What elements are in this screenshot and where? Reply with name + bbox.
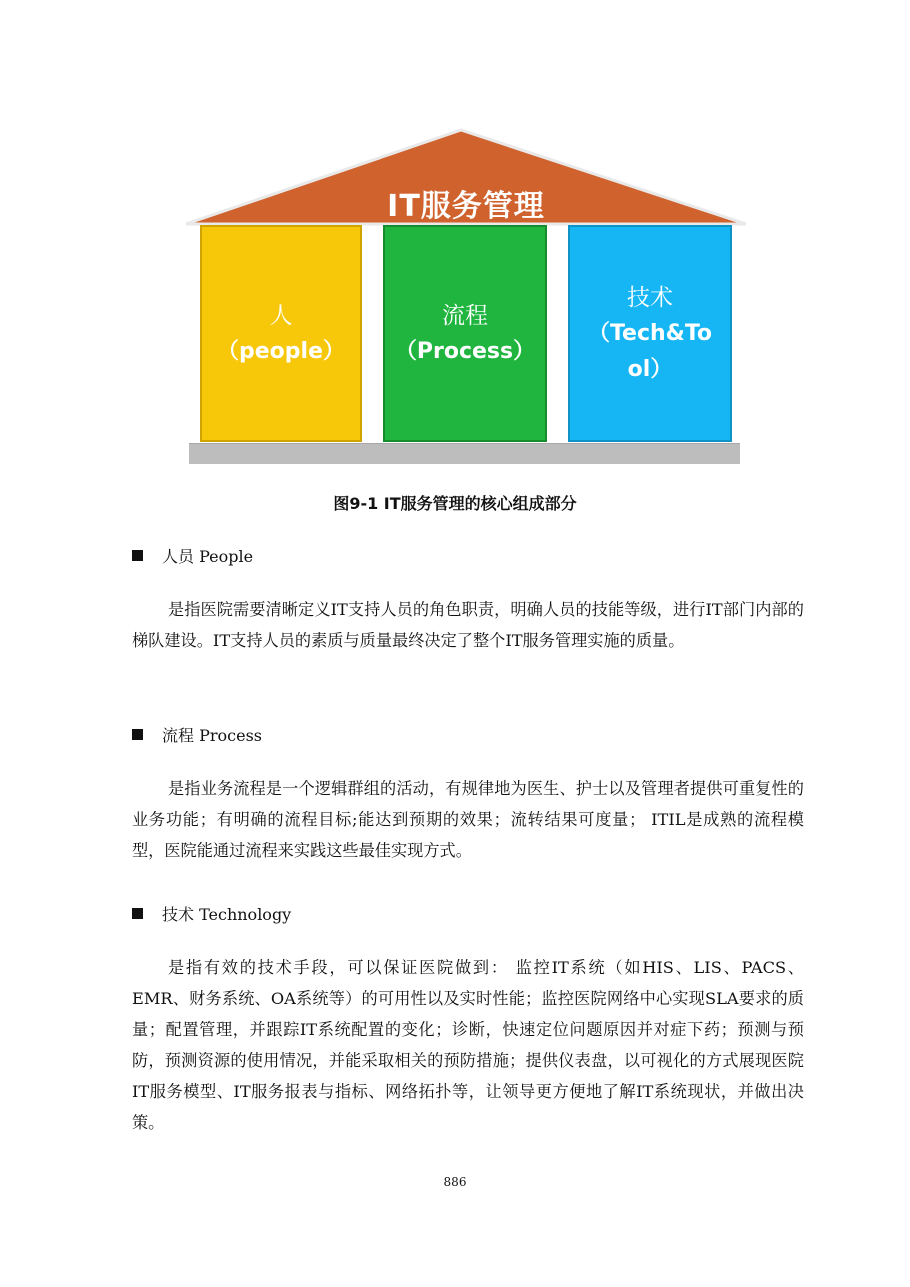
pillar-people-label: 人 — [269, 302, 293, 329]
pillar-process-label-en: （Process） — [394, 338, 536, 364]
pillar-technology — [568, 225, 732, 442]
section-body-process: 是指业务流程是一个逻辑群组的活动，有规律地为医生、护士以及管理者提供可重复性的业务功能；有明确的流程目标;能达到预期的效果；流转结果可度量； ITIL是成熟的流程模型，医院能通过流程来实践这些最佳实现方式。 — [132, 779, 804, 860]
figure-caption: 图9-1 IT服务管理的核心组成部分 — [333, 494, 577, 513]
bullet-square-icon — [132, 908, 143, 919]
pillar-technology-label: 技术 — [627, 284, 673, 311]
bullet-square-icon — [132, 729, 143, 740]
pillar-technology-label-en-2: ol） — [627, 356, 673, 382]
section-body-people: 是指医院需要清晰定义IT支持人员的角色职责，明确人员的技能等级，进行IT部门内部的梯队建设。IT支持人员的素质与质量最终决定了整个IT服务管理实施的质量。 — [132, 600, 804, 650]
pillar-process — [383, 225, 547, 442]
section-body-technology: 是指有效的技术手段，可以保证医院做到： 监控IT系统（如HIS、LIS、PACS、EMR、财务系统、OA系统等）的可用性以及实时性能；监控医院网络中心实现SLA要求的质量；配置管理，并跟踪IT系统配置的变化；诊断，快速定位问题原因并对症下药；预测与预防，预测资源的使用情况，并能采取相关的预防措施；提供仪表盘，以可视化的方式展现医院IT服务模型、IT服务报表与指标、网络拓扑等，让领导更方便地了解IT系统现状，并做出决策。 — [132, 958, 804, 1132]
pillar-people — [200, 225, 362, 442]
section-heading-process — [132, 724, 262, 748]
pillar-people-label-en: （people） — [217, 338, 345, 364]
foundation-base — [189, 443, 740, 464]
section-heading-text: 人员 People — [162, 547, 254, 566]
pillar-technology-label-en-1: （Tech&To — [587, 320, 713, 346]
bullet-square-icon — [132, 550, 143, 561]
section-heading-text: 流程 Process — [162, 726, 262, 745]
it-service-management-figure — [186, 128, 746, 468]
section-heading-text: 技术 Technology — [162, 905, 292, 924]
roof-label: IT服务管理 — [387, 189, 545, 224]
page-number: 886 — [443, 1175, 467, 1189]
section-heading-people — [132, 545, 253, 569]
pillar-process-label: 流程 — [442, 302, 488, 329]
section-heading-technology — [132, 903, 291, 927]
